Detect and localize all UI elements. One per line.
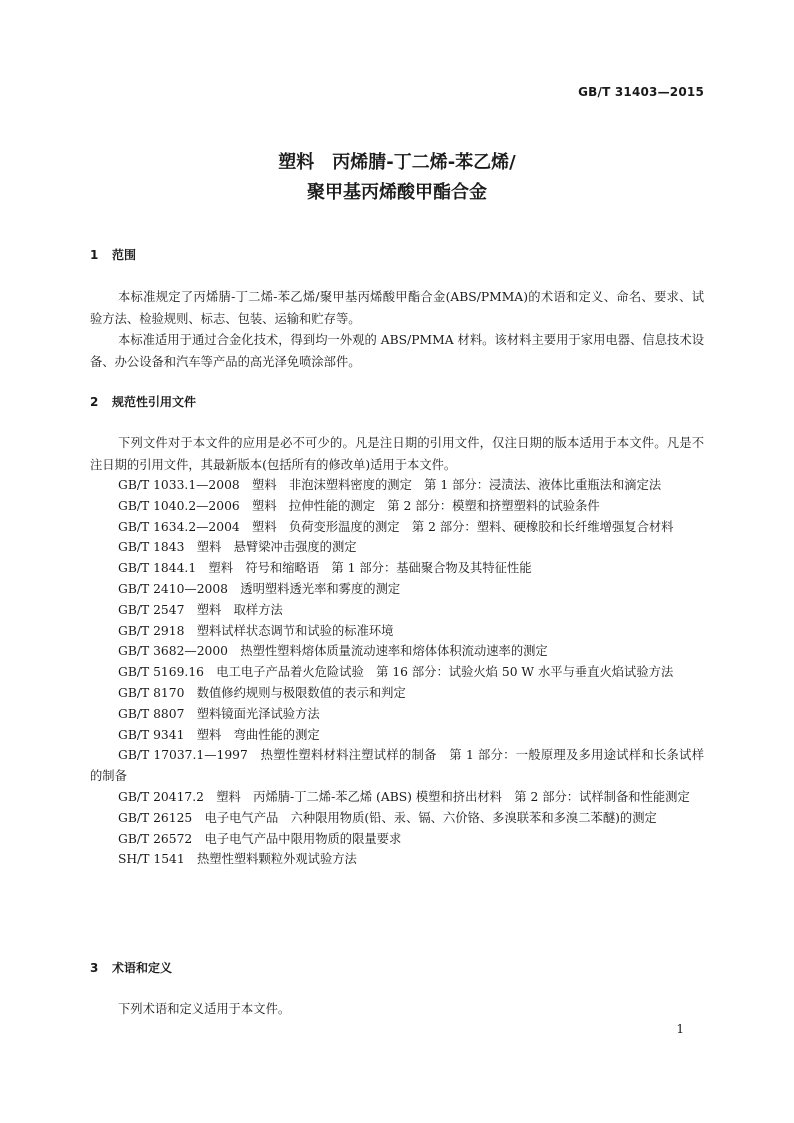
reference-item: GB/T 2918 塑料试样状态调节和试验的标准环境 <box>118 623 394 638</box>
reference-item: GB/T 1843 塑料 悬臂梁冲击强度的测定 <box>118 540 357 555</box>
section-number: 3 <box>90 961 99 975</box>
reference-item: GB/T 1033.1—2008 塑料 非泡沫塑料密度的测定 第 1 部分：浸渍法、液体比重瓶法和滴定法 <box>118 478 662 492</box>
section-number: 1 <box>90 248 99 262</box>
section-title: 规范性引用文件 <box>112 395 197 409</box>
section-1-heading <box>90 245 136 265</box>
standard-number: GB/T 31403—2015 <box>578 85 704 99</box>
reference-item: GB/T 17037.1—1997 热塑性塑料材料注塑试样的制备 第 1 部分：一般原理及多用途试样和长条试样的制备 <box>90 748 704 784</box>
section-3-heading <box>90 958 172 978</box>
reference-item: GB/T 8807 塑料镜面光泽试验方法 <box>118 706 320 721</box>
reference-item: GB/T 2410—2008 透明塑料透光率和雾度的测定 <box>118 581 401 596</box>
document-title-line-2: 聚甲基丙烯酸甲酯合金 <box>307 182 487 203</box>
page-number: 1 <box>676 1022 684 1036</box>
section-3-body <box>90 999 704 1021</box>
reference-item: GB/T 3682—2000 热塑性塑料熔体质量流动速率和熔体体积流动速率的测定 <box>118 644 548 659</box>
reference-item: GB/T 1634.2—2004 塑料 负荷变形温度的测定 第 2 部分：塑料、硬橡胶和长纤维增强复合材料 <box>118 519 674 534</box>
section-title: 术语和定义 <box>112 961 173 975</box>
reference-item: GB/T 5169.16 电工电子产品着火危险试验 第 16 部分：试验火焰 50 W 水平与垂直火焰试验方法 <box>118 665 674 680</box>
reference-item: SH/T 1541 热塑性塑料颗粒外观试验方法 <box>118 852 357 867</box>
reference-item: GB/T 1040.2—2006 塑料 拉伸性能的测定 第 2 部分：模塑和挤塑塑料的试验条件 <box>118 498 600 513</box>
section-1-body <box>90 287 704 373</box>
paragraph: 本标准适用于通过合金化技术，得到均一外观的 ABS/PMMA 材料。该材料主要用于家用电器、信息技术设备、办公设备和汽车等产品的高光泽免喷涂部件。 <box>90 333 704 369</box>
reference-item: GB/T 9341 塑料 弯曲性能的测定 <box>118 727 320 742</box>
document-title-line-1: 塑料 丙烯腈-丁二烯-苯乙烯/ <box>278 152 516 173</box>
reference-item: GB/T 1844.1 塑料 符号和缩略语 第 1 部分：基础聚合物及其特征性能 <box>118 561 532 576</box>
reference-item: GB/T 26572 电子电气产品中限用物质的限量要求 <box>118 831 402 846</box>
paragraph: 本标准规定了丙烯腈-丁二烯-苯乙烯/聚甲基丙烯酸甲酯合金(ABS/PMMA)的术语和定义、命名、要求、试验方法、检验规则、标志、包装、运输和贮存等。 <box>90 290 704 326</box>
paragraph: 下列文件对于本文件的应用是必不可少的。凡是注日期的引用文件，仅注日期的版本适用于本文件。凡是不注日期的引用文件，其最新版本(包括所有的修改单)适用于本文件。 <box>90 436 704 472</box>
paragraph: 下列术语和定义适用于本文件。 <box>118 1002 291 1016</box>
reference-list <box>90 475 704 870</box>
section-title: 范围 <box>112 248 137 262</box>
section-2-intro <box>90 433 704 476</box>
reference-item: GB/T 26125 电子电气产品 六种限用物质(铅、汞、镉、六价铬、多溴联苯和多溴二苯醚)的测定 <box>118 810 657 825</box>
reference-item: GB/T 20417.2 塑料 丙烯腈-丁二烯-苯乙烯 (ABS) 模塑和挤出材料 第 2 部分：试样制备和性能测定 <box>118 789 690 804</box>
reference-item: GB/T 8170 数值修约规则与极限数值的表示和判定 <box>118 685 406 700</box>
reference-item: GB/T 2547 塑料 取样方法 <box>118 602 283 617</box>
section-2-heading <box>90 392 196 412</box>
section-number: 2 <box>90 395 99 409</box>
